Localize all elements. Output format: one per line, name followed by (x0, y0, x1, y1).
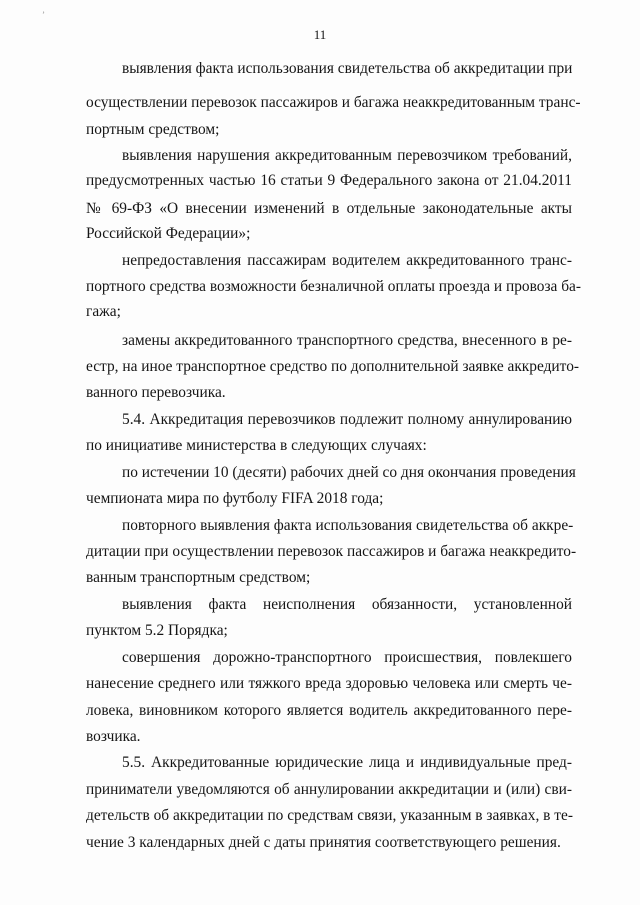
text-line: дитации при осуществлении перевозок пассажиров и багажа неаккредито- (86, 543, 577, 560)
text-line: портным средством; (86, 121, 220, 138)
text-line: по инициативе министерства в следующих случаях: (86, 437, 427, 454)
text-line: ванным транспортным средством; (86, 569, 311, 586)
text-line: по истечении 10 (десяти) рабочих дней со дня окончания проведения (122, 464, 576, 481)
scan-mark: ʼ (42, 10, 45, 20)
text-line: ванного перевозчика. (86, 384, 226, 401)
text-line: портного средства возможности безналичной оплаты проезда и провоза ба- (86, 278, 582, 295)
text-line: Российской Федерации»; (86, 225, 251, 242)
text-line: выявления нарушения аккредитованным перевозчиком требований, (122, 147, 572, 164)
text-line: гажа; (86, 303, 121, 320)
text-line: приниматели уведомляются об аннулировании аккредитации и (или) сви- (86, 781, 572, 798)
text-line: осуществлении перевозок пассажиров и багажа неаккредитованным транс- (86, 94, 581, 111)
text-line: повторного выявления факта использования свидетельства об аккре- (122, 517, 574, 534)
text-line: 5.5. Аккредитованные юридические лица и индивидуальные пред- (122, 754, 572, 771)
text-line: № 69-ФЗ «О внесении изменений в отдельные законодательные акты (86, 200, 572, 217)
text-line: выявления факта использования свидетельства об аккредитации при (122, 60, 573, 77)
text-line: чемпионата мира по футболу FIFA 2018 года; (86, 490, 384, 507)
text-line: выявления факта неисполнения обязанности, установленной (122, 596, 572, 613)
text-line: непредоставления пассажирам водителем аккредитованного транс- (122, 252, 572, 269)
text-line: совершения дорожно-транспортного происшествия, повлекшего (122, 649, 572, 666)
text-line: нанесение среднего или тяжкого вреда здоровью человека или смерть че- (86, 675, 572, 692)
text-line: пунктом 5.2 Порядка; (86, 622, 228, 639)
text-line: чение 3 календарных дней с даты принятия соответствующего решения. (86, 834, 561, 851)
text-line: детельств об аккредитации по средствам связи, указанным в заявках, в те- (86, 807, 573, 824)
text-line: 5.4. Аккредитация перевозчиков подлежит полному аннулированию (122, 411, 572, 428)
text-line: предусмотренных частью 16 статьи 9 Федерального закона от 21.04.2011 (86, 172, 572, 189)
text-line: замены аккредитованного транспортного средства, внесенного в ре- (122, 332, 572, 349)
page-number: 11 (313, 27, 327, 42)
text-line: естр, на иное транспортное средство по дополнительной заявке аккредито- (86, 358, 580, 375)
text-line: ловека, виновником которого является водитель аккредитованного пере- (86, 702, 572, 719)
text-line: возчика. (86, 728, 141, 745)
